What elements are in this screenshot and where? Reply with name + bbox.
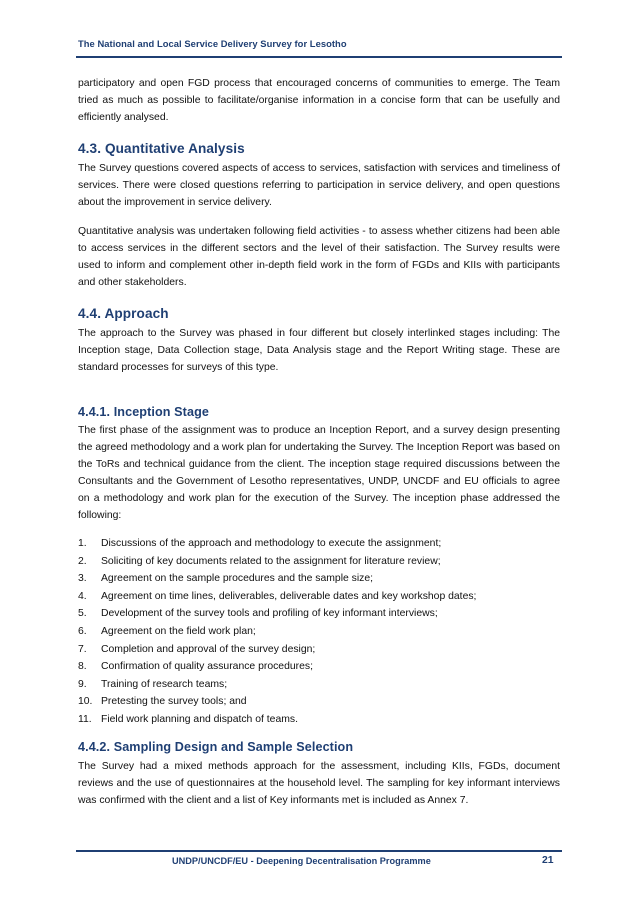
footer-divider bbox=[76, 850, 562, 852]
intro-paragraph: participatory and open FGD process that encouraged concerns of communities to emerge. The Team tried as much as possible to facilitate/organise information in a concise form that can be usefully and efficiently analysed. bbox=[78, 78, 560, 123]
inception-phase-list bbox=[78, 535, 560, 729]
list-item: 4. Agreement on time lines, deliverables, deliverable dates and key workshop dates; bbox=[78, 590, 477, 602]
section-heading-4-4: 4.4. Approach bbox=[78, 306, 169, 321]
list-item: 1. Discussions of the approach and methodology to execute the assignment; bbox=[78, 538, 442, 549]
list-item: 10. Pretesting the survey tools; and bbox=[78, 696, 247, 708]
header-divider bbox=[76, 56, 562, 58]
list-item: 5. Development of the survey tools and profiling of key informant interviews; bbox=[78, 608, 438, 620]
section-4-4-paragraph: The approach to the Survey was phased in four different but closely interlinked stages including: The Inception stage, Data Collection stage, Data Analysis stage and the Report Writing stage. These are standard processes for surveys of this type. bbox=[78, 328, 560, 373]
page-number: 21 bbox=[542, 855, 554, 866]
page-content bbox=[78, 75, 560, 809]
section-heading-4-4-1: 4.4.1. Inception Stage bbox=[78, 405, 209, 419]
list-item: 11. Field work planning and dispatch of teams. bbox=[78, 713, 298, 725]
section-4-3-paragraph-2: Quantitative analysis was undertaken following field activities - to assess whether citizens had been able to access services in the different sectors and the level of their satisfaction. The Survey results were used to inform and complement other in-depth field work in the form of FGDs and KIIs with participants and other stakeholders. bbox=[78, 226, 560, 288]
section-heading-4-4-2: 4.4.2. Sampling Design and Sample Selection bbox=[78, 739, 354, 754]
list-item: 6. Agreement on the field work plan; bbox=[78, 625, 256, 637]
section-4-4-2-paragraph: The Survey had a mixed methods approach for the assessment, including KIIs, FGDs, document reviews and the use of questionnaires at the household level. The sampling for key informant interviews was confirmed with the client and a list of Key informants met is included as Annex 7. bbox=[78, 760, 560, 806]
running-header: The National and Local Service Delivery Survey for Lesotho bbox=[78, 38, 347, 49]
section-4-4-1-paragraph: The first phase of the assignment was to produce an Inception Report, and a survey design presenting the agreed methodology and a work plan for undertaking the Survey. The Inception Report was based on the ToRs and technical guidance from the client. The inception stage required discussions between the Consultants and the Government of Lesotho representatives, UNDP, UNCDF and EU officials to agree on a methodology and work plan for the execution of the Survey. The inception phase addressed the following: bbox=[78, 425, 560, 521]
list-item: 8. Confirmation of quality assurance procedures; bbox=[78, 661, 313, 673]
running-footer: UNDP/UNCDF/EU - Deepening Decentralisation Programme bbox=[172, 856, 431, 866]
list-item: 3. Agreement on the sample procedures and the sample size; bbox=[78, 573, 374, 585]
section-heading-4-3: 4.3. Quantitative Analysis bbox=[78, 141, 245, 156]
section-4-3-paragraph-1: The Survey questions covered aspects of access to services, satisfaction with services and timeliness of services. There were closed questions referring to participation in service delivery, and open questions about the improvement in service delivery. bbox=[78, 163, 560, 208]
list-item: 2. Soliciting of key documents related to the assignment for literature review; bbox=[78, 555, 441, 567]
list-item: 9. Training of research teams; bbox=[78, 678, 228, 690]
list-item: 7. Completion and approval of the survey design; bbox=[78, 643, 316, 655]
